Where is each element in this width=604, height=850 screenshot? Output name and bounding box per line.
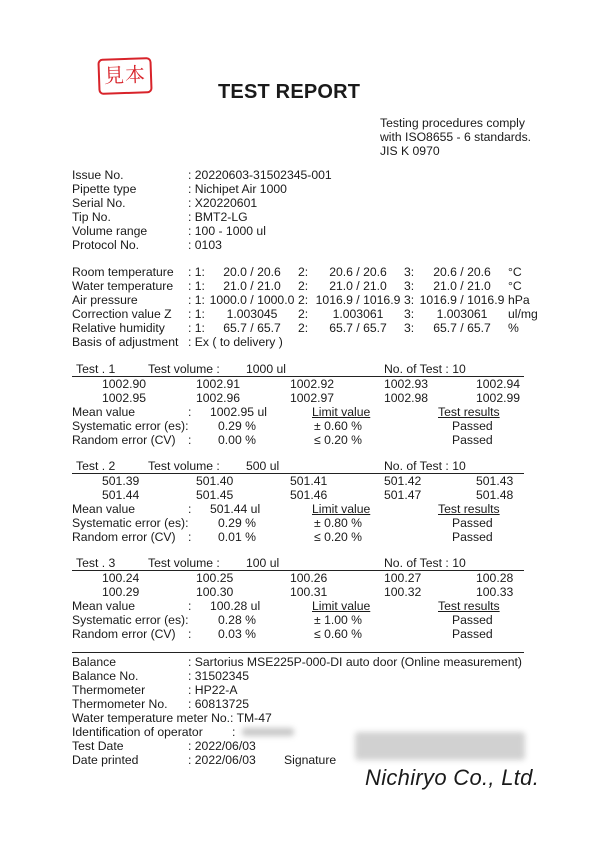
standards-note <box>380 116 531 158</box>
condition-value-2: 21.0 / 21.0 <box>329 279 387 293</box>
sample-stamp: 見本 <box>97 57 152 95</box>
measurement-value: 1002.90 <box>102 377 147 391</box>
measurement-value: 100.26 <box>290 571 328 585</box>
condition-unit: °C <box>508 265 522 279</box>
condition-label: Room temperature <box>72 265 174 279</box>
test-date-label: Test Date <box>72 739 124 753</box>
test-name: Test . 2 <box>76 459 116 473</box>
random-error-colon: : <box>188 627 192 641</box>
condition-sep: : 1: <box>188 265 205 279</box>
measurement-value: 1002.92 <box>290 377 335 391</box>
systematic-error-result: Passed <box>452 516 493 530</box>
limit-header: Limit value <box>312 599 371 613</box>
mean-colon: : <box>188 405 192 419</box>
standards-line: with ISO8655 - 6 standards. <box>380 130 532 144</box>
condition-label: Relative humidity <box>72 321 165 335</box>
standards-line: Testing procedures comply <box>380 116 525 130</box>
systematic-error-result: Passed <box>452 613 493 627</box>
measurement-value: 100.28 <box>476 571 514 585</box>
measurement-value: 501.48 <box>476 488 514 502</box>
measurement-value: 1002.94 <box>476 377 521 391</box>
random-error-value: 0.03 % <box>218 627 256 641</box>
test-name: Test . 1 <box>76 362 116 376</box>
info-value: : BMT2-LG <box>188 210 248 224</box>
random-error-colon: : <box>188 530 192 544</box>
measurement-value: 1002.95 <box>102 391 147 405</box>
info-value: : 100 - 1000 ul <box>188 224 266 238</box>
random-error-label: Random error (CV) <box>72 627 176 641</box>
measurement-value: 501.40 <box>196 474 234 488</box>
random-error-result: Passed <box>452 627 493 641</box>
condition-value-1: 20.0 / 20.6 <box>223 265 281 279</box>
systematic-error-limit: ± 0.60 % <box>314 419 363 433</box>
random-error-value: 0.01 % <box>218 530 256 544</box>
condition-label: Air pressure <box>72 293 138 307</box>
random-error-result: Passed <box>452 530 493 544</box>
systematic-error-value: 0.29 % <box>218 516 256 530</box>
systematic-error-result: Passed <box>452 419 493 433</box>
condition-value-2: 1016.9 / 1016.9 <box>315 293 401 307</box>
condition-unit: ul/mg <box>508 307 538 321</box>
condition-index-2: 2: <box>298 293 309 307</box>
info-label: Volume range <box>72 224 148 238</box>
condition-index-3: 3: <box>404 293 415 307</box>
condition-value-3: 21.0 / 21.0 <box>433 279 491 293</box>
condition-value-3: 65.7 / 65.7 <box>433 321 491 335</box>
measurement-value: 100.25 <box>196 571 234 585</box>
condition-index-2: 2: <box>298 265 309 279</box>
measurement-value: 1002.93 <box>384 377 429 391</box>
random-error-result: Passed <box>452 433 493 447</box>
condition-value-2: 1.003061 <box>332 307 384 321</box>
mean-value: 1002.95 ul <box>210 405 267 419</box>
info-value: : Nichipet Air 1000 <box>188 182 287 196</box>
measurement-value: 100.30 <box>196 585 234 599</box>
condition-label: Water temperature <box>72 279 174 293</box>
measurement-value: 1002.91 <box>196 377 241 391</box>
info-label: Protocol No. <box>72 238 140 252</box>
equipment-label: Thermometer <box>72 683 146 697</box>
measurement-value: 100.33 <box>476 585 514 599</box>
measurement-value: 100.27 <box>384 571 422 585</box>
test-date-value: : 2022/06/03 <box>188 739 256 753</box>
water-meter: Water temperature meter No.: TM-47 <box>72 711 272 725</box>
equipment-value: : Sartorius MSE225P-000-DI auto door (Online measurement) <box>188 655 522 669</box>
equipment-value: : 31502345 <box>188 669 249 683</box>
standards-line: JIS K 0970 <box>380 144 440 158</box>
operator-label: Identification of operator <box>72 725 203 739</box>
mean-label: Mean value <box>72 405 136 419</box>
date-printed-value: : 2022/06/03 <box>188 753 256 767</box>
measurement-value: 100.29 <box>102 585 140 599</box>
measurement-value: 501.45 <box>196 488 234 502</box>
systematic-error-label: Systematic error (es): <box>72 613 189 627</box>
test-volume-label: Test volume : <box>148 459 220 473</box>
condition-unit: % <box>508 321 519 335</box>
condition-label: Correction value Z <box>72 307 172 321</box>
limit-header: Limit value <box>312 502 371 516</box>
info-label: Tip No. <box>72 210 111 224</box>
info-value: : X20220601 <box>188 196 258 210</box>
condition-value-1: 65.7 / 65.7 <box>223 321 281 335</box>
results-header: Test results <box>438 599 500 613</box>
condition-value-2: 20.6 / 20.6 <box>329 265 387 279</box>
info-label: Serial No. <box>72 196 126 210</box>
random-error-label: Random error (CV) <box>72 433 176 447</box>
condition-index-3: 3: <box>404 279 415 293</box>
random-error-value: 0.00 % <box>218 433 256 447</box>
equipment-label: Balance No. <box>72 669 139 683</box>
equipment-value: : 60813725 <box>188 697 249 711</box>
report-title: TEST REPORT <box>218 81 361 103</box>
condition-index-2: 2: <box>298 279 309 293</box>
operator-name-redacted <box>242 728 294 736</box>
signature-redacted <box>355 732 525 760</box>
mean-value: 100.28 ul <box>210 599 261 613</box>
condition-index-2: 2: <box>298 307 309 321</box>
condition-index-3: 3: <box>404 307 415 321</box>
condition-value-1: 21.0 / 21.0 <box>223 279 281 293</box>
systematic-error-label: Systematic error (es): <box>72 419 189 433</box>
condition-sep: : 1: <box>188 321 205 335</box>
systematic-error-value: 0.28 % <box>218 613 256 627</box>
info-value: : 20220603-31502345-001 <box>188 168 332 182</box>
condition-sep: : 1: <box>188 293 205 307</box>
measurement-value: 501.43 <box>476 474 514 488</box>
test-volume: 100 ul <box>246 556 280 570</box>
equipment-label: Balance <box>72 655 117 669</box>
condition-value-3: 1016.9 / 1016.9 <box>419 293 505 307</box>
random-error-limit: ≤ 0.20 % <box>314 530 363 544</box>
measurement-value: 1002.98 <box>384 391 429 405</box>
condition-value-3: 20.6 / 20.6 <box>433 265 491 279</box>
measurement-value: 1002.99 <box>476 391 521 405</box>
condition-value-3: 1.003061 <box>436 307 488 321</box>
measurement-value: 1002.96 <box>196 391 241 405</box>
random-error-colon: : <box>188 433 192 447</box>
test-volume-label: Test volume : <box>148 362 220 376</box>
mean-colon: : <box>188 599 192 613</box>
condition-index-3: 3: <box>404 321 415 335</box>
signature-label: Signature <box>284 753 337 767</box>
test-volume: 1000 ul <box>246 362 286 376</box>
divider <box>72 652 524 653</box>
systematic-error-label: Systematic error (es): <box>72 516 189 530</box>
limit-header: Limit value <box>312 405 371 419</box>
condition-index-2: 2: <box>298 321 309 335</box>
measurement-value: 501.41 <box>290 474 328 488</box>
measurement-value: 501.47 <box>384 488 422 502</box>
random-error-label: Random error (CV) <box>72 530 176 544</box>
mean-colon: : <box>188 502 192 516</box>
mean-value: 501.44 ul <box>210 502 261 516</box>
basis-value: : Ex ( to delivery ) <box>188 335 283 349</box>
systematic-error-limit: ± 0.80 % <box>314 516 363 530</box>
basis-label: Basis of adjustment <box>72 335 179 349</box>
results-header: Test results <box>438 502 500 516</box>
measurement-value: 501.46 <box>290 488 328 502</box>
test-count: No. of Test : 10 <box>384 459 466 473</box>
test-volume-label: Test volume : <box>148 556 220 570</box>
systematic-error-value: 0.29 % <box>218 419 256 433</box>
measurement-value: 100.32 <box>384 585 422 599</box>
equipment-label: Thermometer No. <box>72 697 168 711</box>
measurement-value: 100.31 <box>290 585 328 599</box>
results-header: Test results <box>438 405 500 419</box>
condition-sep: : 1: <box>188 279 205 293</box>
systematic-error-limit: ± 1.00 % <box>314 613 363 627</box>
test-count: No. of Test : 10 <box>384 362 466 376</box>
info-value: : 0103 <box>188 238 222 252</box>
condition-unit: °C <box>508 279 522 293</box>
equipment-value: : HP22-A <box>188 683 238 697</box>
test-name: Test . 3 <box>76 556 116 570</box>
random-error-limit: ≤ 0.20 % <box>314 433 363 447</box>
test-count: No. of Test : 10 <box>384 556 466 570</box>
condition-value-1: 1.003045 <box>226 307 278 321</box>
measurement-value: 100.24 <box>102 571 140 585</box>
condition-sep: : 1: <box>188 307 205 321</box>
mean-label: Mean value <box>72 502 136 516</box>
measurement-value: 501.44 <box>102 488 140 502</box>
measurement-value: 501.39 <box>102 474 140 488</box>
condition-unit: hPa <box>508 293 530 307</box>
operator-colon: : <box>232 725 236 739</box>
date-printed-label: Date printed <box>72 753 139 767</box>
mean-label: Mean value <box>72 599 136 613</box>
company-name: Nichiryo Co., Ltd. <box>365 765 540 790</box>
info-label: Issue No. <box>72 168 124 182</box>
condition-value-1: 1000.0 / 1000.0 <box>209 293 295 307</box>
measurement-value: 1002.97 <box>290 391 335 405</box>
test-volume: 500 ul <box>246 459 280 473</box>
random-error-limit: ≤ 0.60 % <box>314 627 363 641</box>
measurement-value: 501.42 <box>384 474 422 488</box>
condition-index-3: 3: <box>404 265 415 279</box>
condition-value-2: 65.7 / 65.7 <box>329 321 387 335</box>
info-label: Pipette type <box>72 182 137 196</box>
